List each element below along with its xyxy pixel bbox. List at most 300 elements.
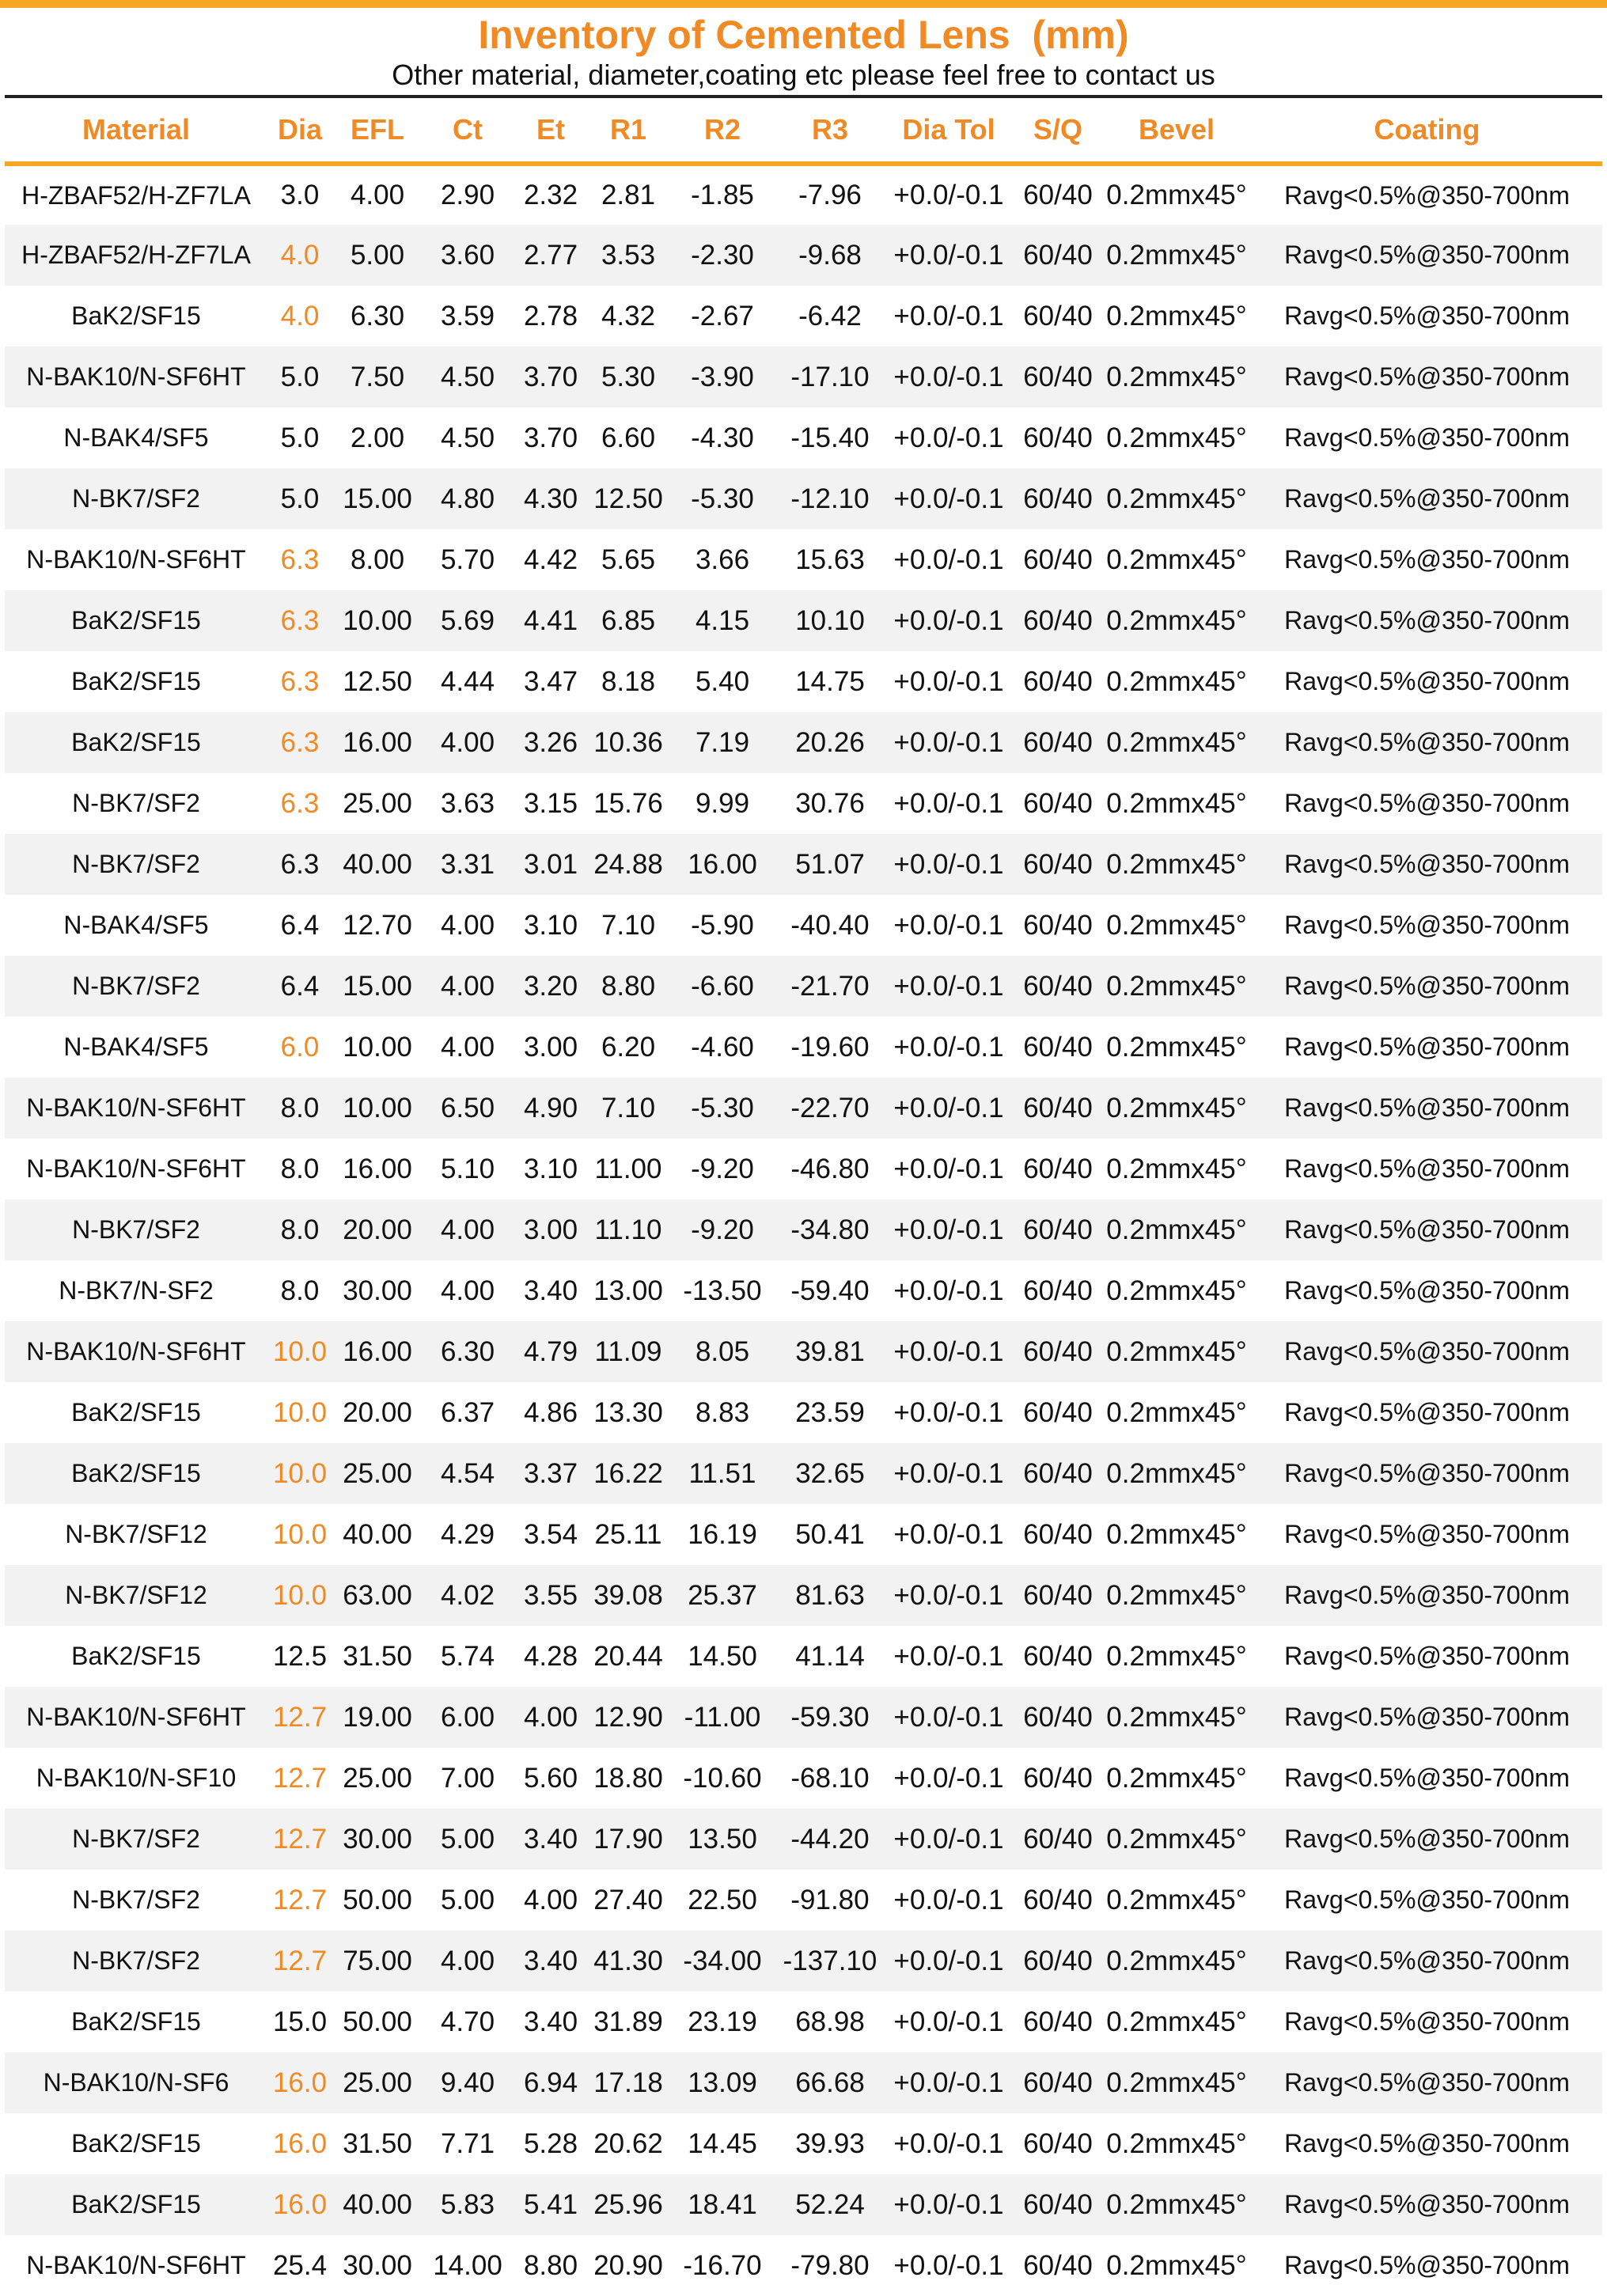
bevel-cell: 0.2mmx45° xyxy=(1106,665,1247,697)
dia-cell: 6.3 xyxy=(267,834,332,895)
r1-cell: 20.90 xyxy=(593,2249,663,2281)
dia-tol-cell: +0.0/-0.1 xyxy=(883,1809,1014,1870)
dia-cell: 10.0 xyxy=(267,1321,332,1382)
ct-cell: 5.10 xyxy=(440,1153,495,1184)
sq-cell: 60/40 xyxy=(1023,1640,1093,1672)
material-cell: N-BK7/N-SF2 xyxy=(59,1276,214,1305)
sq-cell: 60/40 xyxy=(1023,909,1093,941)
dia-tol-cell: +0.0/-0.1 xyxy=(893,300,1004,332)
table-row xyxy=(5,1565,1602,1626)
sq-cell: 60/40 xyxy=(1023,1518,1093,1550)
bevel-cell: 0.2mmx45° xyxy=(1106,300,1247,332)
coating-cell: Ravg<0.5%@350-700nm xyxy=(1252,2052,1602,2113)
dia-cell: 10.0 xyxy=(272,1518,328,1550)
material-cell: H-ZBAF52/H-ZF7LA xyxy=(5,225,267,286)
r1-cell: 27.40 xyxy=(593,1884,663,1915)
dia-cell: 10.0 xyxy=(267,1565,332,1626)
r1-cell: 18.80 xyxy=(593,1762,663,1794)
r3-cell: -40.40 xyxy=(790,909,870,941)
ct-cell: 3.60 xyxy=(423,225,513,286)
ct-cell: 4.00 xyxy=(423,1930,513,1991)
r1-cell: 12.50 xyxy=(589,468,668,529)
material-cell: BaK2/SF15 xyxy=(5,1443,267,1504)
et-cell: 3.40 xyxy=(513,1809,589,1870)
et-cell: 4.79 xyxy=(513,1321,589,1382)
et-cell: 4.86 xyxy=(523,1396,578,1428)
r3-cell: -9.68 xyxy=(777,225,883,286)
sq-cell: 60/40 xyxy=(1014,468,1101,529)
efl-cell: 63.00 xyxy=(332,1565,423,1626)
r1-cell: 13.00 xyxy=(593,1275,663,1306)
table-row xyxy=(5,529,1602,590)
r3-cell: 39.93 xyxy=(795,2127,865,2159)
r2-cell: 16.00 xyxy=(668,834,777,895)
header-dia-tol: Dia Tol xyxy=(883,97,1014,164)
table-row xyxy=(5,712,1602,773)
bevel-cell: 0.2mmx45° xyxy=(1106,1031,1247,1063)
dia-tol-cell: +0.0/-0.1 xyxy=(893,1153,1004,1184)
material-cell: N-BK7/SF2 xyxy=(5,956,267,1017)
et-cell: 8.80 xyxy=(523,2249,578,2281)
material-cell: N-BAK10/N-SF6HT xyxy=(26,545,246,574)
sq-cell: 60/40 xyxy=(1023,665,1093,697)
table-row xyxy=(5,2174,1602,2235)
table-row xyxy=(5,468,1602,529)
dia-tol-cell: +0.0/-0.1 xyxy=(883,1565,1014,1626)
dia-cell: 6.3 xyxy=(267,712,332,773)
r3-cell: 50.41 xyxy=(795,1518,865,1550)
material-cell: N-BAK10/N-SF6HT xyxy=(5,347,267,407)
dia-tol-cell: +0.0/-0.1 xyxy=(893,422,1004,453)
ct-cell: 4.44 xyxy=(440,665,495,697)
bevel-cell: 0.2mmx45° xyxy=(1101,712,1252,773)
bevel-cell: 0.2mmx45° xyxy=(1101,1199,1252,1260)
r1-cell: 16.22 xyxy=(589,1443,668,1504)
efl-cell: 20.00 xyxy=(343,1396,412,1428)
r3-cell: 14.75 xyxy=(795,665,865,697)
material-cell: BaK2/SF15 xyxy=(71,2007,201,2036)
table-row xyxy=(5,1139,1602,1199)
ct-cell: 3.63 xyxy=(440,787,495,819)
efl-cell: 12.70 xyxy=(343,909,412,941)
dia-tol-cell: +0.0/-0.1 xyxy=(893,1518,1004,1550)
r2-cell: 3.66 xyxy=(695,544,750,575)
dia-cell: 6.0 xyxy=(280,1031,320,1063)
efl-cell: 10.00 xyxy=(332,1078,423,1139)
ct-cell: 4.00 xyxy=(423,1199,513,1260)
table-row xyxy=(5,1870,1602,1930)
et-cell: 2.32 xyxy=(523,180,578,210)
sq-cell: 60/40 xyxy=(1023,1031,1093,1063)
efl-cell: 15.00 xyxy=(332,956,423,1017)
r2-cell: -3.90 xyxy=(668,347,777,407)
material-cell: N-BK7/SF12 xyxy=(5,1565,267,1626)
efl-cell: 10.00 xyxy=(332,590,423,651)
material-cell: N-BK7/SF2 xyxy=(5,1199,267,1260)
et-cell: 3.40 xyxy=(523,2006,578,2037)
dia-cell: 6.3 xyxy=(267,590,332,651)
material-cell: N-BAK4/SF5 xyxy=(63,423,209,452)
coating-cell: Ravg<0.5%@350-700nm xyxy=(1284,2129,1570,2158)
et-cell: 3.70 xyxy=(523,422,578,453)
ct-cell: 4.50 xyxy=(423,347,513,407)
ct-cell: 5.74 xyxy=(440,1640,495,1672)
r3-cell: -17.10 xyxy=(777,347,883,407)
efl-cell: 16.00 xyxy=(343,1153,412,1184)
dia-tol-cell: +0.0/-0.1 xyxy=(883,834,1014,895)
bevel-cell: 0.2mmx45° xyxy=(1106,2006,1247,2037)
efl-cell: 5.00 xyxy=(332,225,423,286)
et-cell: 3.37 xyxy=(513,1443,589,1504)
r1-cell: 6.60 xyxy=(601,422,656,453)
dia-cell: 12.7 xyxy=(267,1809,332,1870)
efl-cell: 6.30 xyxy=(350,300,405,332)
bevel-cell: 0.2mmx45° xyxy=(1101,1078,1252,1139)
r1-cell: 17.18 xyxy=(589,2052,668,2113)
coating-cell: Ravg<0.5%@350-700nm xyxy=(1284,301,1570,330)
r3-cell: 20.26 xyxy=(777,712,883,773)
coating-cell: Ravg<0.5%@350-700nm xyxy=(1284,2007,1570,2036)
r1-cell: 6.20 xyxy=(601,1031,656,1063)
et-cell: 3.15 xyxy=(523,787,578,819)
inventory-table xyxy=(5,95,1602,2296)
r1-cell: 7.10 xyxy=(589,1078,668,1139)
coating-cell: Ravg<0.5%@350-700nm xyxy=(1284,180,1570,210)
bevel-cell: 0.2mmx45° xyxy=(1106,180,1247,210)
efl-cell: 75.00 xyxy=(332,1930,423,1991)
r3-cell: -79.80 xyxy=(790,2249,870,2281)
r3-cell: -15.40 xyxy=(790,422,870,453)
bevel-cell: 0.2mmx45° xyxy=(1101,468,1252,529)
sq-cell: 60/40 xyxy=(1014,1565,1101,1626)
table-row xyxy=(5,1321,1602,1382)
dia-cell: 5.0 xyxy=(280,422,320,453)
ct-cell: 4.02 xyxy=(423,1565,513,1626)
table-row xyxy=(5,407,1602,468)
material-cell: N-BAK10/N-SF6HT xyxy=(26,2251,246,2279)
r1-cell: 13.30 xyxy=(593,1396,663,1428)
r2-cell: 8.83 xyxy=(695,1396,750,1428)
material-cell: H-ZBAF52/H-ZF7LA xyxy=(21,180,251,210)
dia-cell: 25.4 xyxy=(272,2249,328,2281)
dia-cell: 6.4 xyxy=(280,909,320,941)
header-bevel: Bevel xyxy=(1101,97,1252,164)
material-cell: N-BK7/SF2 xyxy=(5,834,267,895)
sq-cell: 60/40 xyxy=(1014,834,1101,895)
sq-cell: 60/40 xyxy=(1023,544,1093,575)
ct-cell: 5.00 xyxy=(440,1884,495,1915)
bevel-cell: 0.2mmx45° xyxy=(1106,1640,1247,1672)
sq-cell: 60/40 xyxy=(1014,1321,1101,1382)
dia-tol-cell: +0.0/-0.1 xyxy=(883,347,1014,407)
coating-cell: Ravg<0.5%@350-700nm xyxy=(1284,1398,1570,1426)
efl-cell: 12.50 xyxy=(343,665,412,697)
sq-cell: 60/40 xyxy=(1014,1809,1101,1870)
bevel-cell: 0.2mmx45° xyxy=(1106,787,1247,819)
table-header xyxy=(5,97,1602,164)
bevel-cell: 0.2mmx45° xyxy=(1106,1153,1247,1184)
material-cell: N-BAK10/N-SF6HT xyxy=(26,1154,246,1183)
bevel-cell: 0.2mmx45° xyxy=(1106,909,1247,941)
r3-cell: -19.60 xyxy=(790,1031,870,1063)
coating-cell: Ravg<0.5%@350-700nm xyxy=(1252,1321,1602,1382)
dia-cell: 8.0 xyxy=(267,1199,332,1260)
dia-cell: 16.0 xyxy=(272,2127,328,2159)
r1-cell: 25.96 xyxy=(589,2174,668,2235)
r2-cell: -11.00 xyxy=(668,1687,777,1748)
r2-cell: -2.67 xyxy=(691,300,754,332)
r3-cell: -12.10 xyxy=(777,468,883,529)
table-row xyxy=(5,2052,1602,2113)
dia-tol-cell: +0.0/-0.1 xyxy=(883,1687,1014,1748)
bevel-cell: 0.2mmx45° xyxy=(1106,1396,1247,1428)
material-cell: N-BK7/SF2 xyxy=(5,1930,267,1991)
r1-cell: 12.90 xyxy=(589,1687,668,1748)
r3-cell: 10.10 xyxy=(777,590,883,651)
ct-cell: 4.29 xyxy=(440,1518,495,1550)
r3-cell: 52.24 xyxy=(777,2174,883,2235)
r1-cell: 15.76 xyxy=(593,787,663,819)
dia-tol-cell: +0.0/-0.1 xyxy=(883,590,1014,651)
bevel-cell: 0.2mmx45° xyxy=(1101,347,1252,407)
efl-cell: 25.00 xyxy=(343,787,412,819)
r2-cell: -10.60 xyxy=(683,1762,762,1794)
table-row xyxy=(5,2235,1602,2296)
material-cell: BaK2/SF15 xyxy=(5,2174,267,2235)
efl-cell: 31.50 xyxy=(343,1640,412,1672)
dia-cell: 3.0 xyxy=(280,180,320,210)
r1-cell: 31.89 xyxy=(593,2006,663,2037)
r1-cell: 2.81 xyxy=(601,180,656,210)
ct-cell: 6.30 xyxy=(423,1321,513,1382)
dia-tol-cell: +0.0/-0.1 xyxy=(883,956,1014,1017)
bevel-cell: 0.2mmx45° xyxy=(1106,1884,1247,1915)
material-cell: N-BAK4/SF5 xyxy=(63,911,209,939)
efl-cell: 19.00 xyxy=(332,1687,423,1748)
r1-cell: 6.85 xyxy=(589,590,668,651)
table-row xyxy=(5,1382,1602,1443)
table-row xyxy=(5,1199,1602,1260)
header-et: Et xyxy=(513,97,589,164)
material-cell: N-BAK10/N-SF10 xyxy=(36,1764,237,1792)
et-cell: 4.30 xyxy=(513,468,589,529)
sq-cell: 60/40 xyxy=(1014,1443,1101,1504)
efl-cell: 40.00 xyxy=(332,2174,423,2235)
r2-cell: 7.19 xyxy=(668,712,777,773)
bevel-cell: 0.2mmx45° xyxy=(1101,1321,1252,1382)
table-row xyxy=(5,1748,1602,1809)
r2-cell: 13.09 xyxy=(668,2052,777,2113)
table-row xyxy=(5,1443,1602,1504)
bevel-cell: 0.2mmx45° xyxy=(1101,956,1252,1017)
r2-cell: 13.50 xyxy=(668,1809,777,1870)
et-cell: 3.01 xyxy=(513,834,589,895)
material-cell: BaK2/SF15 xyxy=(71,1398,201,1426)
r3-cell: 81.63 xyxy=(777,1565,883,1626)
sq-cell: 60/40 xyxy=(1014,225,1101,286)
r3-cell: 32.65 xyxy=(777,1443,883,1504)
dia-tol-cell: +0.0/-0.1 xyxy=(883,2174,1014,2235)
efl-cell: 16.00 xyxy=(332,1321,423,1382)
dia-tol-cell: +0.0/-0.1 xyxy=(893,1275,1004,1306)
sq-cell: 60/40 xyxy=(1014,1930,1101,1991)
bevel-cell: 0.2mmx45° xyxy=(1101,2052,1252,2113)
table-row xyxy=(5,164,1602,225)
r1-cell: 11.10 xyxy=(589,1199,668,1260)
r2-cell: -13.50 xyxy=(683,1275,762,1306)
dia-cell: 6.3 xyxy=(280,544,320,575)
dia-tol-cell: +0.0/-0.1 xyxy=(893,1762,1004,1794)
efl-cell: 30.00 xyxy=(343,2249,412,2281)
efl-cell: 10.00 xyxy=(343,1031,412,1063)
r3-cell: -6.42 xyxy=(798,300,862,332)
ct-cell: 5.70 xyxy=(440,544,495,575)
material-cell: BaK2/SF15 xyxy=(5,712,267,773)
dia-cell: 4.0 xyxy=(280,300,320,332)
material-cell: BaK2/SF15 xyxy=(71,301,201,330)
et-cell: 3.40 xyxy=(513,1930,589,1991)
r2-cell: 16.19 xyxy=(688,1518,757,1550)
table-row xyxy=(5,1260,1602,1321)
r3-cell: -21.70 xyxy=(777,956,883,1017)
header-coating: Coating xyxy=(1252,97,1602,164)
r3-cell: 23.59 xyxy=(795,1396,865,1428)
et-cell: 3.20 xyxy=(513,956,589,1017)
sq-cell: 60/40 xyxy=(1023,422,1093,453)
coating-cell: Ravg<0.5%@350-700nm xyxy=(1284,423,1570,452)
et-cell: 3.55 xyxy=(513,1565,589,1626)
dia-cell: 6.3 xyxy=(280,665,320,697)
material-cell: N-BAK10/N-SF6HT xyxy=(5,1687,267,1748)
r3-cell: -91.80 xyxy=(790,1884,870,1915)
table-row xyxy=(5,1078,1602,1139)
et-cell: 4.28 xyxy=(523,1640,578,1672)
r3-cell: -46.80 xyxy=(790,1153,870,1184)
material-cell: N-BAK10/N-SF6HT xyxy=(5,1078,267,1139)
et-cell: 5.28 xyxy=(523,2127,578,2159)
sq-cell: 60/40 xyxy=(1014,2174,1101,2235)
ct-cell: 4.00 xyxy=(440,1031,495,1063)
material-cell: N-BAK10/N-SF6 xyxy=(5,2052,267,2113)
bevel-cell: 0.2mmx45° xyxy=(1106,1762,1247,1794)
table-row xyxy=(5,286,1602,347)
table-row xyxy=(5,347,1602,407)
table-row xyxy=(5,651,1602,712)
coating-cell: Ravg<0.5%@350-700nm xyxy=(1252,1199,1602,1260)
sq-cell: 60/40 xyxy=(1014,1199,1101,1260)
header-r1: R1 xyxy=(589,97,668,164)
dia-tol-cell: +0.0/-0.1 xyxy=(893,544,1004,575)
r2-cell: 5.40 xyxy=(695,665,750,697)
r2-cell: 8.05 xyxy=(668,1321,777,1382)
r2-cell: 18.41 xyxy=(668,2174,777,2235)
dia-cell: 4.0 xyxy=(267,225,332,286)
r2-cell: 22.50 xyxy=(688,1884,757,1915)
coating-cell: Ravg<0.5%@350-700nm xyxy=(1252,712,1602,773)
dia-tol-cell: +0.0/-0.1 xyxy=(893,2249,1004,2281)
header-r3: R3 xyxy=(777,97,883,164)
table-row xyxy=(5,1626,1602,1687)
r2-cell: -6.60 xyxy=(668,956,777,1017)
bevel-cell: 0.2mmx45° xyxy=(1106,2249,1247,2281)
efl-cell: 8.00 xyxy=(350,544,405,575)
r1-cell: 41.30 xyxy=(589,1930,668,1991)
efl-cell: 2.00 xyxy=(350,422,405,453)
ct-cell: 4.54 xyxy=(423,1443,513,1504)
efl-cell: 40.00 xyxy=(343,1518,412,1550)
sq-cell: 60/40 xyxy=(1014,956,1101,1017)
sq-cell: 60/40 xyxy=(1023,2006,1093,2037)
coating-cell: Ravg<0.5%@350-700nm xyxy=(1284,545,1570,574)
header-efl: EFL xyxy=(332,97,423,164)
coating-cell: Ravg<0.5%@350-700nm xyxy=(1284,1520,1570,1548)
ct-cell: 4.00 xyxy=(440,909,495,941)
r2-cell: -9.20 xyxy=(668,1199,777,1260)
r2-cell: 25.37 xyxy=(668,1565,777,1626)
efl-cell: 40.00 xyxy=(332,834,423,895)
et-cell: 3.70 xyxy=(513,347,589,407)
efl-cell: 50.00 xyxy=(343,1884,412,1915)
ct-cell: 6.37 xyxy=(440,1396,495,1428)
table-row xyxy=(5,225,1602,286)
r2-cell: -4.30 xyxy=(691,422,754,453)
table-row xyxy=(5,895,1602,956)
material-cell: N-BK7/SF12 xyxy=(65,1520,207,1548)
coating-cell: Ravg<0.5%@350-700nm xyxy=(1252,468,1602,529)
efl-cell: 4.00 xyxy=(350,180,405,210)
coating-cell: Ravg<0.5%@350-700nm xyxy=(1284,789,1570,817)
dia-cell: 12.7 xyxy=(267,1687,332,1748)
r3-cell: -59.30 xyxy=(777,1687,883,1748)
sq-cell: 60/40 xyxy=(1023,2249,1093,2281)
sq-cell: 60/40 xyxy=(1014,2052,1101,2113)
r2-cell: -4.60 xyxy=(691,1031,754,1063)
table-row xyxy=(5,2113,1602,2174)
ct-cell: 7.00 xyxy=(440,1762,495,1794)
r2-cell: -34.00 xyxy=(668,1930,777,1991)
sq-cell: 60/40 xyxy=(1023,1153,1093,1184)
table-row xyxy=(5,590,1602,651)
r1-cell: 5.30 xyxy=(589,347,668,407)
r1-cell: 11.00 xyxy=(594,1153,662,1184)
bevel-cell: 0.2mmx45° xyxy=(1106,422,1247,453)
coating-cell: Ravg<0.5%@350-700nm xyxy=(1284,1642,1570,1670)
ct-cell: 4.50 xyxy=(440,422,495,453)
efl-cell: 25.00 xyxy=(332,2052,423,2113)
coating-cell: Ravg<0.5%@350-700nm xyxy=(1252,225,1602,286)
dia-tol-cell: +0.0/-0.1 xyxy=(883,712,1014,773)
r2-cell: -16.70 xyxy=(683,2249,762,2281)
sq-cell: 60/40 xyxy=(1023,180,1093,210)
ct-cell: 4.00 xyxy=(440,1275,495,1306)
coating-cell: Ravg<0.5%@350-700nm xyxy=(1284,1276,1570,1305)
r3-cell: 15.63 xyxy=(795,544,865,575)
ct-cell: 4.00 xyxy=(423,956,513,1017)
material-cell: N-BK7/SF2 xyxy=(5,1809,267,1870)
coating-cell: Ravg<0.5%@350-700nm xyxy=(1252,1078,1602,1139)
dia-cell: 5.0 xyxy=(267,468,332,529)
dia-cell: 12.7 xyxy=(267,1930,332,1991)
coating-cell: Ravg<0.5%@350-700nm xyxy=(1252,956,1602,1017)
dia-tol-cell: +0.0/-0.1 xyxy=(893,1396,1004,1428)
sq-cell: 60/40 xyxy=(1023,1762,1093,1794)
efl-cell: 50.00 xyxy=(343,2006,412,2037)
r3-cell: 51.07 xyxy=(777,834,883,895)
top-accent-bar xyxy=(0,0,1607,8)
sq-cell: 60/40 xyxy=(1023,787,1093,819)
r2-cell: -5.90 xyxy=(691,909,754,941)
dia-tol-cell: +0.0/-0.1 xyxy=(893,909,1004,941)
